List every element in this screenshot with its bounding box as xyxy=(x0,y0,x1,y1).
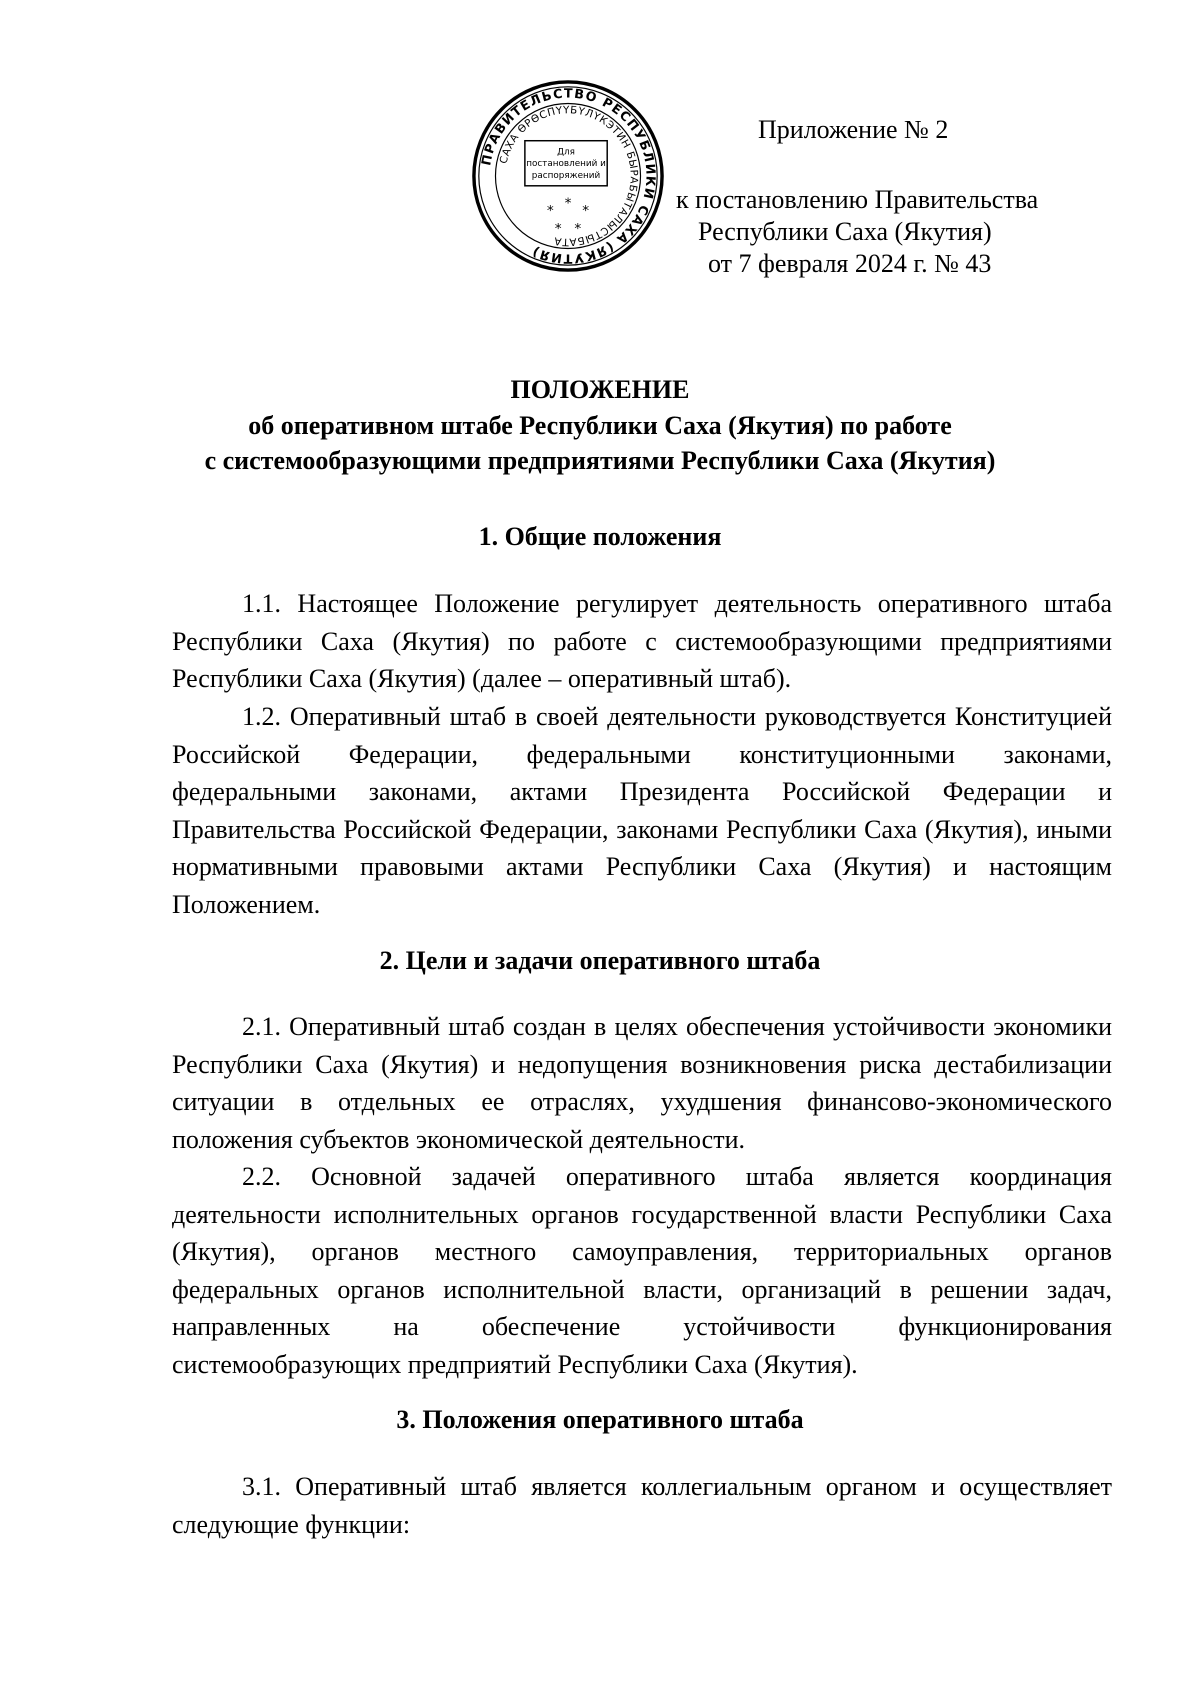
stamp-inner-text: САХА ӨРӨСПҮҮБҮЛҮКЭТИН БЫРАБЫТАЛЫСТЫБАТА xyxy=(497,104,640,248)
appendix-line-2: Республики Саха (Якутия) xyxy=(698,217,992,246)
paragraph-text: 1.2. Оперативный штаб в своей деятельности руководствуется Конституцией Российской Федерации, федеральными конституционными законами, федеральными законами, актами Президента Российской Федерации и Правительства Российской Федерации, законами Республики Саха (Якутия), иными нормативными правовыми актами Республики Саха (Якутия) и настоящим Положением. xyxy=(172,702,1112,919)
stamp-center-line3: распоряжений xyxy=(531,170,601,181)
svg-text:*: * xyxy=(582,203,590,220)
stamp-outer-text: ПРАВИТЕЛЬСТВО РЕСПУБЛИКИ САХА (ЯКУТИЯ) xyxy=(479,86,658,266)
appendix-line-3: от 7 февраля 2024 г. № 43 xyxy=(708,249,992,278)
paragraph xyxy=(172,1468,1112,1543)
paragraph-text: 2.2. Основной задачей оперативного штаба является координация деятельности исполнительных органов государственной власти Республики Саха (Якутия), органов местного самоуправления, территориальных органов федеральных органов исполнительной власти, организаций в решении задач, направленных на обеспечение устойчивости функционирования системообразующих предприятий Республики Саха (Якутия). xyxy=(172,1162,1112,1379)
doc-title: ПОЛОЖЕНИЕ xyxy=(510,375,690,404)
appendix-number: Приложение № 2 xyxy=(758,115,949,144)
paragraph-text: 3.1. Оперативный штаб является коллегиальным органом и осуществляет следующие функции: xyxy=(172,1472,1112,1539)
stamp-center-line2: постановлений и xyxy=(526,159,606,170)
paragraph xyxy=(172,585,1112,698)
section-heading: 3. Положения оперативного штаба xyxy=(396,1405,804,1434)
doc-subtitle-line-1: об оперативном штабе Республики Саха (Якутия) по работе xyxy=(248,411,952,440)
section-heading: 1. Общие положения xyxy=(478,522,722,551)
svg-text:*: * xyxy=(564,195,572,212)
svg-text:*: * xyxy=(554,220,562,237)
paragraph xyxy=(172,698,1112,924)
official-stamp xyxy=(470,78,666,274)
svg-text:*: * xyxy=(546,203,554,220)
stamp-center-line1: Для xyxy=(557,147,575,158)
svg-text:*: * xyxy=(574,220,582,237)
paragraph xyxy=(172,1158,1112,1384)
doc-subtitle-line-2: с системообразующими предприятиями Республики Саха (Якутия) xyxy=(204,446,996,475)
appendix-line-1: к постановлению Правительства xyxy=(676,185,1039,214)
paragraph-text: 2.1. Оперативный штаб создан в целях обеспечения устойчивости экономики Республики Саха (Якутия) и недопущения возникновения риска дестабилизации ситуации в отдельных ее отраслях, ухудшения финансово-экономического положения субъектов экономической деятельности. xyxy=(172,1012,1112,1154)
paragraph xyxy=(172,1008,1112,1158)
paragraph-text: 1.1. Настоящее Положение регулирует деятельность оперативного штаба Республики Саха (Якутия) по работе с системообразующими предприятиями Республики Саха (Якутия) (далее – оперативный штаб). xyxy=(172,589,1112,694)
section-heading: 2. Цели и задачи оперативного штаба xyxy=(379,946,821,975)
